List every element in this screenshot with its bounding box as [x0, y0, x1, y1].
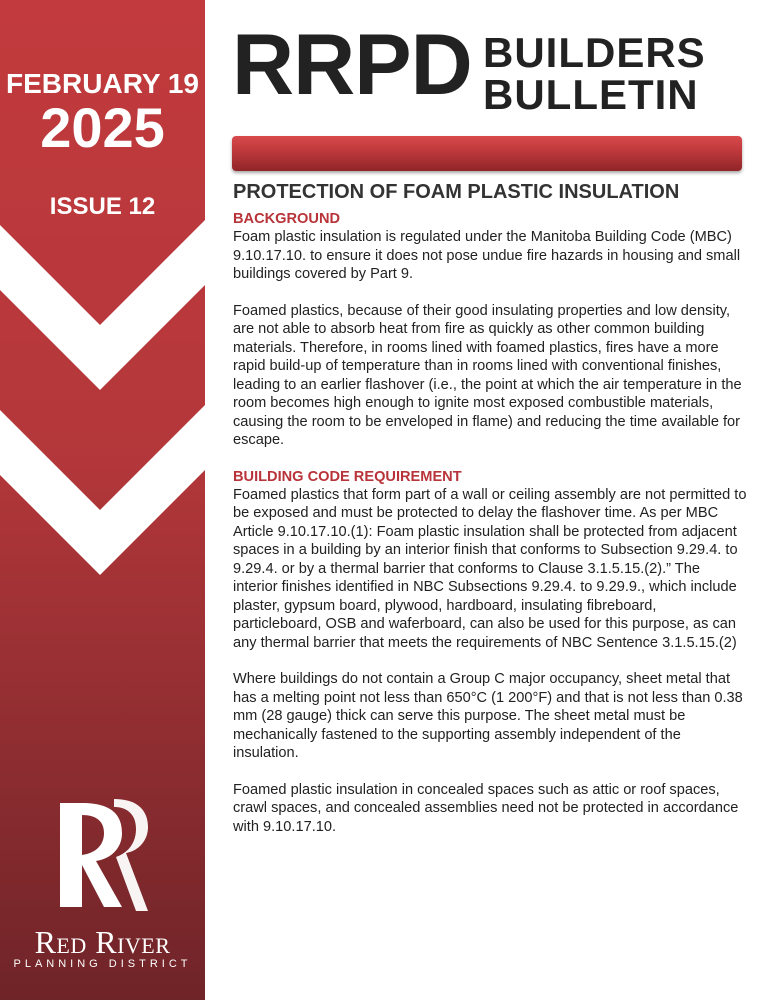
logo-wordmark: Red River	[34, 924, 171, 960]
chevron-2	[0, 405, 205, 575]
article-title: PROTECTION OF FOAM PLASTIC INSULATION	[233, 181, 680, 203]
logo-subtitle: PLANNING DISTRICT	[13, 958, 192, 970]
masthead-builders: BUILDERS	[483, 29, 706, 76]
issue-number: ISSUE 12	[49, 193, 156, 220]
masthead-bulletin: BULLETIN	[483, 71, 699, 118]
paragraph: Where buildings do not contain a Group C major occupancy, sheet metal that has a melting point not less than 650°C (1 200°F) and that is not less than 0.38 mm (28 gauge) thick can serve this purpose. The sheet metal must be mechanically fastened to the supporting assembly independent of the insulation.	[233, 671, 743, 761]
chevron-1	[0, 220, 205, 390]
section-heading-background: BACKGROUND	[233, 211, 341, 227]
article	[233, 180, 748, 854]
issue-date-year: 2025	[40, 96, 165, 159]
paragraph: Foamed plastics that form part of a wall or ceiling assembly are not permitted to be exposed and must be protected to delay the flashover time. As per MBC Article 9.10.17.10.(1): Foam plastic insulation shall be protected from adjacent spaces in a building by an interior finish that conforms to Subsection 9.29.4. to 9.29.4. or by a thermal barrier that conforms to Clause 3.1.5.15.(2).” The interior finishes identified in NBC Subsections 9.29.4. to 9.29.9., which include plaster, gypsum board, plywood, hardboard, insulating fibreboard, particleboard, OSB and waferboard, can also be used for this purpose, as can any thermal barrier that meets the requirements of NBC Sentence 3.1.5.15.(2)	[233, 486, 747, 651]
sidebar	[0, 0, 205, 1000]
paragraph: Foamed plastics, because of their good insulating properties and low density, are not able to absorb heat from fire as quickly as other common building materials. Therefore, in rooms lined with foamed plastics, fires have a more rapid build-up of temperature than in rooms lined with conventional finishes, leading to an earlier flashover (i.e., the point at which the air temperature in the room becomes high enough to ignite most exposed combustible materials, causing the room to be enveloped in flame) and reducing the time available for escape.	[233, 302, 742, 448]
paragraph: Foamed plastic insulation in concealed spaces such as attic or roof spaces, crawl spaces, and concealed assemblies need not be protected in accordance with 9.10.17.10.	[233, 781, 739, 835]
red-river-logo-icon	[52, 795, 152, 917]
paragraph: Foam plastic insulation is regulated under the Manitoba Building Code (MBC) 9.10.17.10. to ensure it does not pose undue fire hazards in housing and small buildings covered by Part 9.	[233, 229, 741, 282]
section-heading-building-code: BUILDING CODE REQUIREMENT	[233, 468, 462, 485]
masthead-rrpd: RRPD	[232, 17, 472, 113]
issue-date-month: FEBRUARY 19	[6, 68, 199, 99]
masthead-divider-bar	[232, 136, 742, 171]
chevron-decoration	[0, 215, 205, 635]
